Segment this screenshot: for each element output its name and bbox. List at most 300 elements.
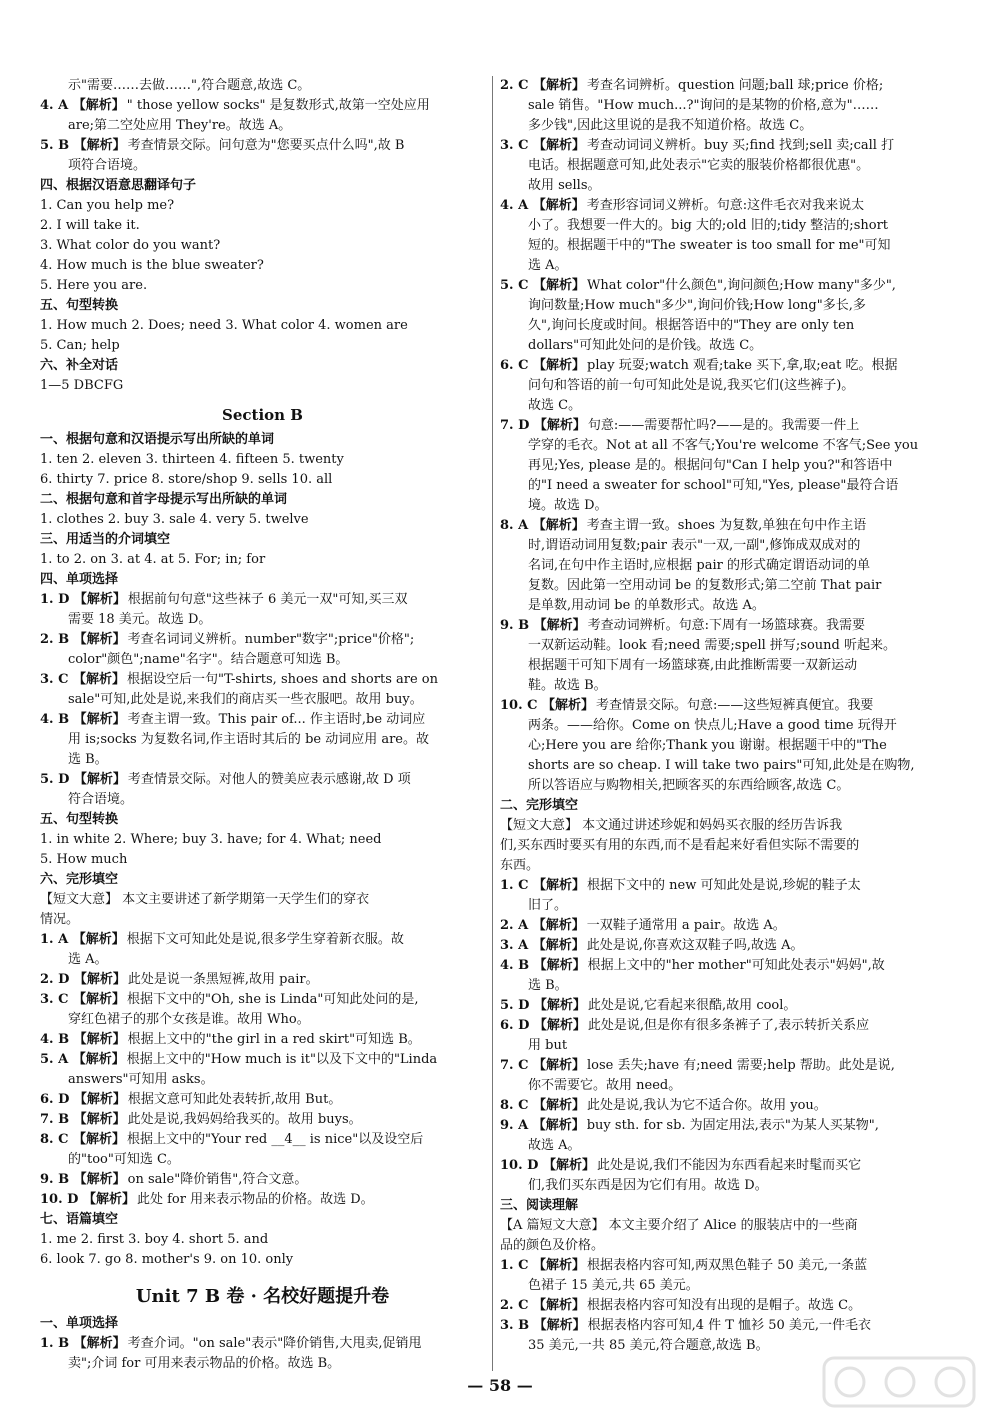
text-line xyxy=(40,1150,485,1170)
answer-item xyxy=(500,356,945,376)
text-line xyxy=(500,636,945,656)
text-line xyxy=(500,176,945,196)
section-title xyxy=(40,400,485,430)
analysis-tag: 【解析】 xyxy=(532,138,585,153)
line-text: dollars"可知此处问的是价钱。故选 C。 xyxy=(528,338,763,353)
line-text: answers"可知用 asks。 xyxy=(68,1072,214,1087)
line-text: 1. Can you help me? xyxy=(40,198,175,213)
line-text: 选 B。 xyxy=(528,978,568,993)
analysis-tag: 【解析】 xyxy=(73,592,126,607)
answer-item xyxy=(500,1116,945,1136)
text-line xyxy=(40,1230,485,1250)
text-line xyxy=(40,790,485,810)
item-number: 2. A xyxy=(500,918,533,933)
line-text: sale 销售。"How much...?"询问的是某物的价格,意为"…… xyxy=(528,98,879,113)
analysis-tag: 【解析】 xyxy=(73,712,126,727)
line-text: 【短文大意】 本文主要讲述了新学期第一天学生们的穿衣 xyxy=(40,892,370,907)
section-heading xyxy=(40,1314,485,1334)
text-line xyxy=(500,556,945,576)
line-text: 【A 篇短文大意】 本文主要介绍了 Alice 的服装店中的一些商 xyxy=(500,1218,858,1233)
line-text: 考查形容词词义辨析。句意:这件毛衣对我来说太 xyxy=(586,198,865,213)
analysis-tag: 【解析】 xyxy=(82,1192,135,1207)
text-line xyxy=(500,576,945,596)
line-text: 们,我们买东西是因为它们有用。故选 D。 xyxy=(528,1178,768,1193)
line-text: 小了。我想要一件大的。big 大的;old 旧的;tidy 整洁的;short xyxy=(528,218,889,233)
answer-item xyxy=(500,1256,945,1276)
line-text: 学穿的毛衣。Not at all 不客气;You're welcome 不客气;See you xyxy=(528,438,919,453)
text-line xyxy=(500,896,945,916)
answer-item xyxy=(40,136,485,156)
text-line xyxy=(40,910,485,930)
item-number: 4. A xyxy=(40,98,73,113)
item-number: 8. C xyxy=(500,1098,533,1113)
section-heading xyxy=(40,356,485,376)
left-column xyxy=(40,76,485,1374)
line-text: 根据设空后一句"T-shirts, shoes and shorts are on xyxy=(127,672,438,687)
section-heading xyxy=(40,296,485,316)
text-line xyxy=(40,510,485,530)
item-number: 3. C xyxy=(40,992,73,1007)
line-text: 此处是说,我认为它不适合你。故用 you。 xyxy=(587,1098,827,1113)
text-line xyxy=(500,376,945,396)
column-divider xyxy=(492,76,493,1371)
line-text: 需要 18 美元。故选 D。 xyxy=(68,612,212,627)
line-text: 电话。根据题意可知,此处表示"它卖的服装价格都很优惠"。 xyxy=(528,158,870,173)
line-text: 五、句型转换 xyxy=(40,298,119,313)
item-number: 1. C xyxy=(500,878,533,893)
item-number: 5. C xyxy=(500,278,533,293)
analysis-tag: 【解析】 xyxy=(532,1058,585,1073)
item-number: 1. A xyxy=(40,932,73,947)
line-text: 根据上文中的"Your red __4__ is nice"以及设空后 xyxy=(127,1132,424,1147)
answer-item xyxy=(500,196,945,216)
line-text: 三、阅读理解 xyxy=(500,1198,579,1213)
line-text: lose 丢失;have 有;need 需要;help 帮助。此处是说, xyxy=(587,1058,895,1073)
text-line xyxy=(40,1354,485,1374)
line-text: 此处 for 用来表示物品的价格。故选 D。 xyxy=(136,1192,374,1207)
analysis-tag: 【解析】 xyxy=(73,138,126,153)
answer-item xyxy=(40,1334,485,1354)
analysis-tag: 【解析】 xyxy=(532,938,585,953)
line-text: 品的颜色及价格。 xyxy=(500,1238,605,1253)
text-line xyxy=(500,736,945,756)
line-text: 根据表格内容可知没有出现的是帽子。故选 C。 xyxy=(587,1298,862,1313)
line-text: 根据上文中的"her mother"可知此处表示"妈妈",故 xyxy=(587,958,885,973)
text-line xyxy=(500,856,945,876)
answer-item xyxy=(500,1316,945,1336)
answer-item xyxy=(40,710,485,730)
line-text: 一双鞋子通常用 a pair。故选 A。 xyxy=(586,918,786,933)
text-line xyxy=(40,276,485,296)
item-number: 9. B xyxy=(500,618,534,633)
text-line xyxy=(40,950,485,970)
line-text: 穿红色裙子的那个女孩是谁。故用 Who。 xyxy=(68,1012,310,1027)
line-text: 所以答语应与购物相关,把顾客买的东西给顾客,故选 C。 xyxy=(528,778,850,793)
item-number: 10. D xyxy=(500,1158,543,1173)
analysis-tag: 【解析】 xyxy=(73,1032,126,1047)
answer-item xyxy=(500,936,945,956)
text-line xyxy=(40,116,485,136)
text-line xyxy=(40,750,485,770)
line-text: 此处是说,我们不能因为东西看起来时髦而买它 xyxy=(596,1158,862,1173)
line-text: 五、句型转换 xyxy=(40,812,119,827)
text-line xyxy=(500,156,945,176)
analysis-tag: 【解析】 xyxy=(72,98,125,113)
answer-item xyxy=(500,276,945,296)
line-text: are;第二空处应用 They're。故选 A。 xyxy=(68,118,292,133)
line-text: 根据上文中的"the girl in a red skirt"可知选 B。 xyxy=(127,1032,421,1047)
line-text: Section B xyxy=(222,406,303,424)
section-heading xyxy=(40,810,485,830)
item-number: 2. B xyxy=(40,632,74,647)
text-line xyxy=(500,816,945,836)
line-text: 选 B。 xyxy=(68,752,108,767)
answer-item xyxy=(500,1056,945,1076)
answer-item xyxy=(40,590,485,610)
analysis-tag: 【解析】 xyxy=(532,1258,585,1273)
line-text: buy sth. for sb. 为固定用法,表示"为某人买某物", xyxy=(586,1118,879,1133)
section-heading xyxy=(500,796,945,816)
answer-item xyxy=(500,876,945,896)
text-line xyxy=(500,716,945,736)
answer-item xyxy=(40,670,485,690)
analysis-tag: 【解析】 xyxy=(542,1158,595,1173)
item-number: 5. A xyxy=(40,1052,73,1067)
line-text: 根据题干可知下周有一场篮球赛,由此推断需要一双新运动 xyxy=(528,658,858,673)
text-line xyxy=(500,456,945,476)
line-text: 6. look 7. go 8. mother's 9. on 10. only xyxy=(40,1252,294,1267)
line-text: 用 is;socks 为复数名词,作主语时其后的 be 动词应用 are。故 xyxy=(68,732,430,747)
text-line xyxy=(500,436,945,456)
analysis-tag: 【解析】 xyxy=(533,418,586,433)
analysis-tag: 【解析】 xyxy=(532,358,585,373)
line-text: 故选 C。 xyxy=(528,398,582,413)
analysis-tag: 【解析】 xyxy=(533,998,586,1013)
analysis-tag: 【解析】 xyxy=(72,1132,125,1147)
answer-item xyxy=(40,1130,485,1150)
line-text: 1. to 2. on 3. at 4. at 5. For; in; for xyxy=(40,552,266,567)
item-number: 1. B xyxy=(40,1336,74,1351)
line-text: 旧了。 xyxy=(528,898,568,913)
item-number: 3. B xyxy=(500,1318,534,1333)
text-line xyxy=(40,236,485,256)
line-text: 句意:——需要帮忙吗?——是的。我需要一件上 xyxy=(587,418,860,433)
text-line xyxy=(500,1216,945,1236)
text-line xyxy=(500,1036,945,1056)
line-text: 用 but xyxy=(528,1038,568,1053)
line-text: Unit 7 B 卷 · 名校好题提升卷 xyxy=(135,1286,390,1307)
item-number: 2. C xyxy=(500,1298,533,1313)
line-text: 考查情景交际。问句意为"您要买点什么吗",故 B xyxy=(127,138,405,153)
answer-item xyxy=(40,1110,485,1130)
section-heading xyxy=(40,430,485,450)
text-line xyxy=(40,336,485,356)
text-line xyxy=(40,216,485,236)
item-number: 8. C xyxy=(40,1132,73,1147)
text-line xyxy=(500,296,945,316)
text-line xyxy=(500,1276,945,1296)
analysis-tag: 【解析】 xyxy=(532,1118,585,1133)
line-text: 5. Can; help xyxy=(40,338,120,353)
analysis-tag: 【解析】 xyxy=(532,1298,585,1313)
line-text: 境。故选 D。 xyxy=(528,498,608,513)
item-number: 6. C xyxy=(500,358,533,373)
text-line xyxy=(40,1010,485,1030)
text-line xyxy=(40,650,485,670)
line-text: color"颜色";name"名字"。结合题意可知选 B。 xyxy=(68,652,349,667)
item-number: 2. D xyxy=(40,972,74,987)
line-text: 六、完形填空 xyxy=(40,872,119,887)
line-text: 此处是说,我妈妈给我买的。故用 buys。 xyxy=(127,1112,362,1127)
line-text: What color"什么颜色",询问颜色;How many"多少", xyxy=(587,278,896,293)
item-number: 7. B xyxy=(40,1112,74,1127)
text-line xyxy=(40,890,485,910)
section-heading xyxy=(40,176,485,196)
line-text: on sale"降价销售",符合文意。 xyxy=(127,1172,308,1187)
text-line xyxy=(500,496,945,516)
analysis-tag: 【解析】 xyxy=(72,672,125,687)
answer-item xyxy=(40,96,485,116)
text-line xyxy=(500,116,945,136)
answer-item xyxy=(40,1050,485,1070)
text-line xyxy=(500,596,945,616)
item-number: 1. C xyxy=(500,1258,533,1273)
analysis-tag: 【解析】 xyxy=(73,1112,126,1127)
line-text: 复数。因此第一空用动词 be 的复数形式;第二空前 That pair xyxy=(528,578,882,593)
answer-item xyxy=(500,696,945,716)
answer-item xyxy=(40,970,485,990)
analysis-tag: 【解析】 xyxy=(532,918,585,933)
text-line xyxy=(40,376,485,396)
line-text: sale"可知,此处是说,来我们的商店买一些衣服吧。故用 buy。 xyxy=(68,692,423,707)
line-text: 考查主谓一致。This pair of... 作主语时,be 动词应 xyxy=(127,712,426,727)
item-number: 7. D xyxy=(500,418,534,433)
analysis-tag: 【解析】 xyxy=(73,1336,126,1351)
line-text: play 玩耍;watch 观看;take 买下,拿,取;eat 吃。根据 xyxy=(587,358,898,373)
answer-item xyxy=(500,616,945,636)
answer-item xyxy=(500,956,945,976)
item-number: 3. C xyxy=(500,138,533,153)
right-column xyxy=(500,76,945,1356)
text-line xyxy=(500,256,945,276)
line-text: 你不需要它。故用 need。 xyxy=(528,1078,682,1093)
text-line xyxy=(500,656,945,676)
analysis-tag: 【解析】 xyxy=(533,958,586,973)
item-number: 4. B xyxy=(40,1032,74,1047)
answer-item xyxy=(40,770,485,790)
text-line xyxy=(500,976,945,996)
line-text: 的"too"可知选 C。 xyxy=(68,1152,180,1167)
line-text: 根据前句句意"这些袜子 6 美元一双"可知,买三双 xyxy=(127,592,408,607)
item-number: 4. B xyxy=(500,958,534,973)
line-text: 符合语境。 xyxy=(68,792,134,807)
item-number: 9. B xyxy=(40,1172,74,1187)
line-text: 5. Here you are. xyxy=(40,278,148,293)
text-line xyxy=(500,776,945,796)
text-line xyxy=(500,396,945,416)
line-text: 六、补全对话 xyxy=(40,358,119,373)
line-text: 情况。 xyxy=(40,912,80,927)
item-number: 2. C xyxy=(500,78,533,93)
line-text: 再见;Yes, please 是的。根据问句"Can I help you?"和答语中 xyxy=(528,458,893,473)
section-heading xyxy=(40,870,485,890)
item-number: 6. D xyxy=(500,1018,534,1033)
answer-item xyxy=(500,516,945,536)
item-number: 10. D xyxy=(40,1192,83,1207)
text-line xyxy=(500,1136,945,1156)
answer-item xyxy=(500,916,945,936)
line-text: 5. How much xyxy=(40,852,128,867)
line-text: 们,买东西时要买有用的东西,而不是看起来好看但实际不需要的 xyxy=(500,838,860,853)
text-line xyxy=(40,1250,485,1270)
line-text: 一双新运动鞋。look 看;need 需要;spell 拼写;sound 听起来。 xyxy=(528,638,897,653)
item-number: 3. A xyxy=(500,938,533,953)
line-text: 根据文意可知此处表转折,故用 But。 xyxy=(127,1092,342,1107)
analysis-tag: 【解析】 xyxy=(532,518,585,533)
section-heading xyxy=(500,1196,945,1216)
item-number: 4. A xyxy=(500,198,533,213)
line-text: 根据上文中的"How much is it"以及下文中的"Linda xyxy=(126,1052,438,1067)
line-text: 此处是说,但是你有很多条裤子了,表示转折关系应 xyxy=(587,1018,870,1033)
section-heading xyxy=(40,530,485,550)
line-text: 考查情景交际。对他人的赞美应表示感谢,故 D 项 xyxy=(127,772,411,787)
line-text: 东西。 xyxy=(500,858,540,873)
line-text: 1. in white 2. Where; buy 3. have; for 4. What; need xyxy=(40,832,382,847)
text-line xyxy=(40,610,485,630)
text-line xyxy=(500,536,945,556)
analysis-tag: 【解析】 xyxy=(533,1318,586,1333)
analysis-tag: 【解析】 xyxy=(72,932,125,947)
analysis-tag: 【解析】 xyxy=(533,618,586,633)
line-text: 鞋。故选 B。 xyxy=(528,678,607,693)
answer-item xyxy=(40,1030,485,1050)
line-text: 二、根据句意和首字母提示写出所缺的单词 xyxy=(40,492,288,507)
text-line xyxy=(40,850,485,870)
line-text: 名词,在句中作主语时,应根据 pair 的形式确定谓语动词的单 xyxy=(528,558,870,573)
item-number: 10. C xyxy=(500,698,543,713)
text-line xyxy=(500,836,945,856)
text-line xyxy=(40,1070,485,1090)
text-line xyxy=(500,476,945,496)
analysis-tag: 【解析】 xyxy=(73,772,126,787)
text-line xyxy=(40,690,485,710)
line-text: 1. me 2. first 3. boy 4. short 5. and xyxy=(40,1232,269,1247)
unit-title xyxy=(40,1280,485,1314)
analysis-tag: 【解析】 xyxy=(72,992,125,1007)
text-line xyxy=(500,336,945,356)
section-heading xyxy=(40,570,485,590)
answer-item xyxy=(500,1296,945,1316)
text-line xyxy=(40,156,485,176)
section-heading xyxy=(40,490,485,510)
line-text: 根据下文中的 new 可知此处是说,珍妮的鞋子太 xyxy=(587,878,861,893)
analysis-tag: 【解析】 xyxy=(73,972,126,987)
answer-item xyxy=(500,1016,945,1036)
line-text: 示"需要……去做……",符合题意,故选 C。 xyxy=(68,78,311,93)
text-line xyxy=(40,316,485,336)
line-text: 考查名词辨析。question 问题;ball 球;price 价格; xyxy=(587,78,884,93)
line-text: 根据下文可知此处是说,很多学生穿着新衣服。故 xyxy=(126,932,404,947)
line-text: 考查介词。"on sale"表示"降价销售,大甩卖,促销甩 xyxy=(127,1336,422,1351)
analysis-tag: 【解析】 xyxy=(542,698,595,713)
watermark-logo xyxy=(820,1352,980,1412)
line-text: 根据表格内容可知,4 件 T 恤衫 50 美元,一件毛衣 xyxy=(587,1318,872,1333)
text-line xyxy=(40,256,485,276)
item-number: 3. C xyxy=(40,672,73,687)
line-text: 是单数,用动词 be 的单数形式。故选 A。 xyxy=(528,598,765,613)
line-text: 七、语篇填空 xyxy=(40,1212,119,1227)
answer-item xyxy=(40,630,485,650)
line-text: 故选 A。 xyxy=(528,1138,581,1153)
text-line xyxy=(500,676,945,696)
answer-item xyxy=(500,136,945,156)
answer-item xyxy=(40,1190,485,1210)
analysis-tag: 【解析】 xyxy=(73,1172,126,1187)
analysis-tag: 【解析】 xyxy=(532,1098,585,1113)
line-text: 4. How much is the blue sweater? xyxy=(40,258,264,273)
answer-item xyxy=(40,1090,485,1110)
line-text: 【短文大意】 本文通过讲述珍妮和妈妈买衣服的经历告诉我 xyxy=(500,818,843,833)
line-text: 选 A。 xyxy=(68,952,108,967)
line-text: 2. I will take it. xyxy=(40,218,140,233)
line-text: 询问数量;How much"多少",询问价钱;How long"多长,多 xyxy=(528,298,866,313)
item-number: 1. D xyxy=(40,592,74,607)
analysis-tag: 【解析】 xyxy=(533,1018,586,1033)
line-text: 1—5 DBCFG xyxy=(40,378,124,393)
item-number: 6. D xyxy=(40,1092,74,1107)
text-line xyxy=(500,96,945,116)
line-text: 多少钱",因此这里说的是我不知道价格。故选 C。 xyxy=(528,118,813,133)
line-text: 考查主谓一致。shoes 为复数,单独在句中作主语 xyxy=(586,518,867,533)
line-text: 一、单项选择 xyxy=(40,1316,119,1331)
text-line xyxy=(40,550,485,570)
line-text: 35 美元,一共 85 美元,符合题意,故选 B。 xyxy=(528,1338,769,1353)
analysis-tag: 【解析】 xyxy=(532,278,585,293)
item-number: 8. A xyxy=(500,518,533,533)
answer-item xyxy=(500,1156,945,1176)
line-text: 心;Here you are 给你;Thank you 谢谢。根据题干中的"The xyxy=(528,738,887,753)
line-text: 一、根据句意和汉语提示写出所缺的单词 xyxy=(40,432,275,447)
item-number: 7. C xyxy=(500,1058,533,1073)
analysis-tag: 【解析】 xyxy=(73,1092,126,1107)
text-line xyxy=(40,470,485,490)
text-line xyxy=(500,1076,945,1096)
item-number: 9. A xyxy=(500,1118,533,1133)
line-text: 色裙子 15 美元,共 65 美元。 xyxy=(528,1278,699,1293)
answer-item xyxy=(500,996,945,1016)
line-text: 1. ten 2. eleven 3. thirteen 4. fifteen 5. twenty xyxy=(40,452,344,467)
line-text: 问句和答语的前一句可知此处是说,我买它们(这些裤子)。 xyxy=(528,378,855,393)
text-line xyxy=(500,316,945,336)
answer-item xyxy=(500,1096,945,1116)
analysis-tag: 【解析】 xyxy=(532,878,585,893)
text-line xyxy=(40,196,485,216)
line-text: 根据下文中的"Oh, she is Linda"可知此处问的是, xyxy=(127,992,419,1007)
line-text: 的"I need a sweater for school"可知,"Yes, please"最符合语 xyxy=(528,478,899,493)
analysis-tag: 【解析】 xyxy=(73,632,126,647)
line-text: 卖";介词 for 可用来表示物品的价格。故选 B。 xyxy=(68,1356,341,1371)
line-text: 考查动词辨析。句意:下周有一场篮球赛。我需要 xyxy=(587,618,866,633)
text-line xyxy=(40,76,485,96)
line-text: 时,谓语动词用复数;pair 表示"一双,一副",修饰成双成对的 xyxy=(528,538,861,553)
text-line xyxy=(500,236,945,256)
text-line xyxy=(500,756,945,776)
line-text: 四、根据汉语意思翻译句子 xyxy=(40,178,197,193)
analysis-tag: 【解析】 xyxy=(532,78,585,93)
line-text: 三、用适当的介词填空 xyxy=(40,532,171,547)
line-text: 两条。——给你。Come on 快点儿;Have a good time 玩得开 xyxy=(528,718,897,733)
line-text: 考查名词词义辨析。number"数字";price"价格"; xyxy=(127,632,415,647)
